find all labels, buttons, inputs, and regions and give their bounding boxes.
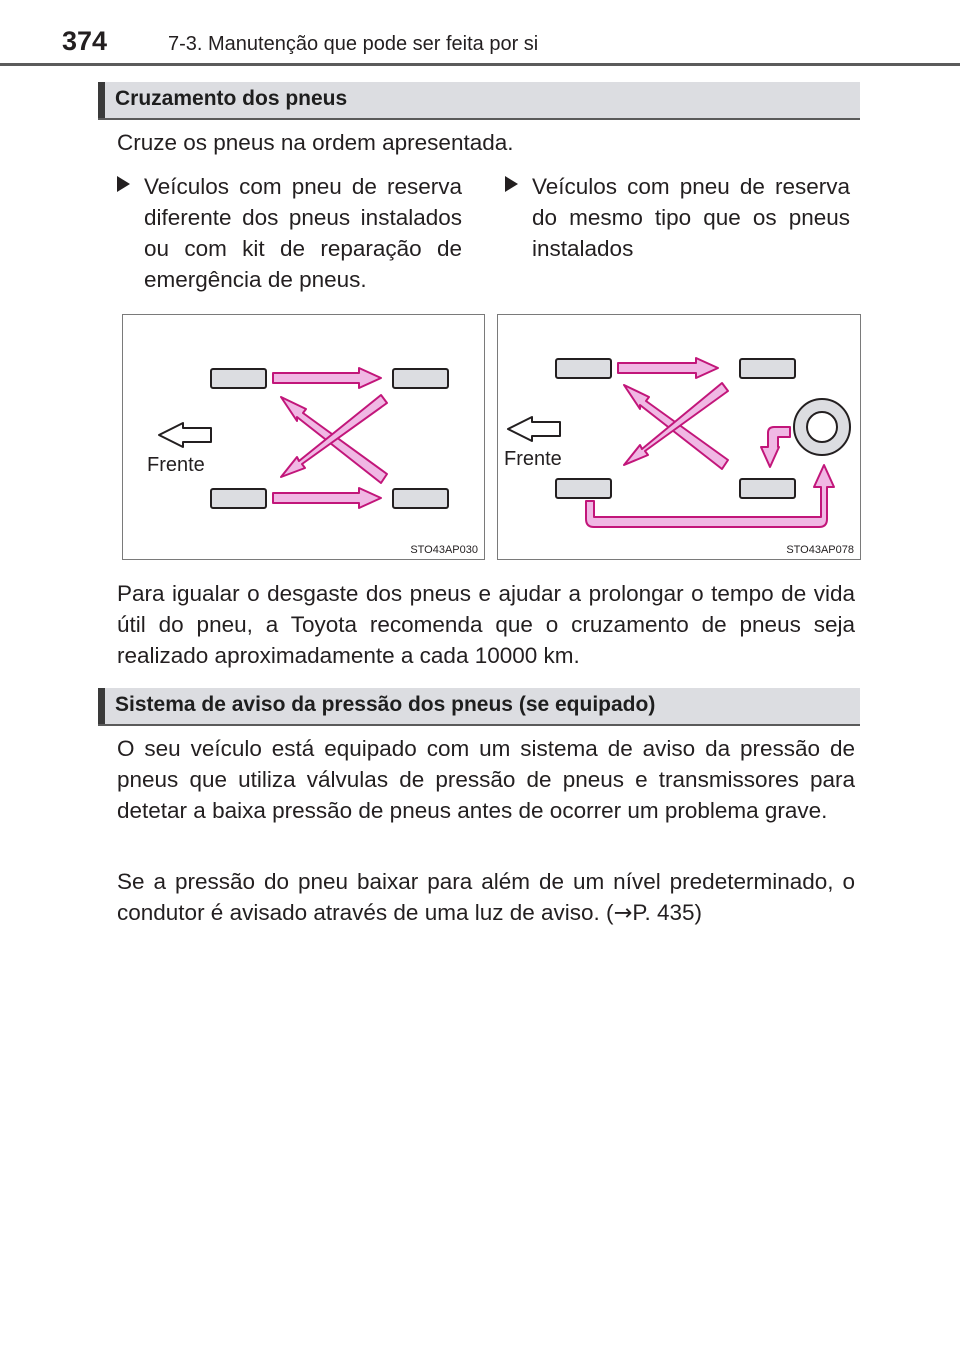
tire-rear-right (393, 489, 448, 508)
figure-rotation-with-spare (497, 314, 861, 560)
bullet-triangle-icon (505, 176, 518, 192)
front-direction-arrow-icon (508, 417, 560, 441)
section-heading-tire-rotation (98, 82, 860, 120)
reference-arrow-icon: → (613, 900, 633, 926)
tire-rear-right (740, 479, 795, 498)
front-direction-arrow-icon (159, 423, 211, 447)
tpms-paragraph-2 (117, 866, 855, 929)
rotation-body-text: Para igualar o desgaste dos pneus e ajudar a prolongar o tempo de vida útil do pneu, a Toyota recomenda que o cruzamento de pneus seja realizado aproximadamente a cada 10000 km. (117, 581, 855, 668)
intro-text: Cruze os pneus na ordem apresentada. (117, 130, 514, 155)
chapter-title: 7-3. Manutenção que pode ser feita por si (168, 33, 539, 55)
column-left-text: Veículos com pneu de reserva diferente dos pneus instalados ou com kit de reparação de emergência de pneus. (144, 174, 462, 292)
arrow-front-left-to-right (273, 368, 381, 388)
tire-front-left (211, 369, 266, 388)
bullet-triangle-icon (117, 176, 130, 192)
page-number: 374 (62, 26, 108, 56)
figure-code: STO43AP030 (410, 544, 478, 556)
tpms-paragraph-1: O seu veículo está equipado com um sistema de aviso da pressão de pneus que utiliza válvulas de pressão de pneus e transmissores para detetar a baixa pressão de pneus antes de ocorrer um problema grave. (117, 736, 855, 823)
column-right-text: Veículos com pneu de reserva do mesmo tipo que os pneus instalados (532, 174, 850, 261)
front-label: Frente (147, 454, 205, 476)
page-reference-link[interactable]: P. 435) (632, 900, 703, 925)
figure-code: STO43AP078 (786, 544, 854, 556)
tire-rear-left (211, 489, 266, 508)
header-rule (0, 63, 960, 66)
tire-front-right (740, 359, 795, 378)
section-title: Cruzamento dos pneus (115, 87, 348, 110)
tire-front-left (556, 359, 611, 378)
spare-tire-hub (807, 412, 837, 442)
rotation-diagram-four-tires (123, 315, 486, 561)
section-heading-tpms (98, 688, 860, 726)
column-right (505, 171, 850, 264)
arrow-spare-to-rear-right (761, 427, 790, 467)
tpms-paragraph-2-text: Se a pressão do pneu baixar para além de um nível predeterminado, o condutor é avisado através de uma luz de aviso. ( (117, 869, 855, 925)
arrow-rear-left-to-spare (586, 465, 834, 527)
arrow-front-left-to-right (618, 358, 718, 378)
figure-rotation-four-tires (122, 314, 485, 560)
section-marker (98, 82, 105, 118)
section-title: Sistema de aviso da pressão dos pneus (se equipado) (115, 693, 656, 716)
tire-rear-left (556, 479, 611, 498)
front-label: Frente (504, 448, 562, 470)
tire-front-right (393, 369, 448, 388)
arrow-rear-left-to-right (273, 488, 381, 508)
column-left (117, 171, 462, 295)
section-marker (98, 688, 105, 724)
rotation-diagram-with-spare (498, 315, 862, 561)
